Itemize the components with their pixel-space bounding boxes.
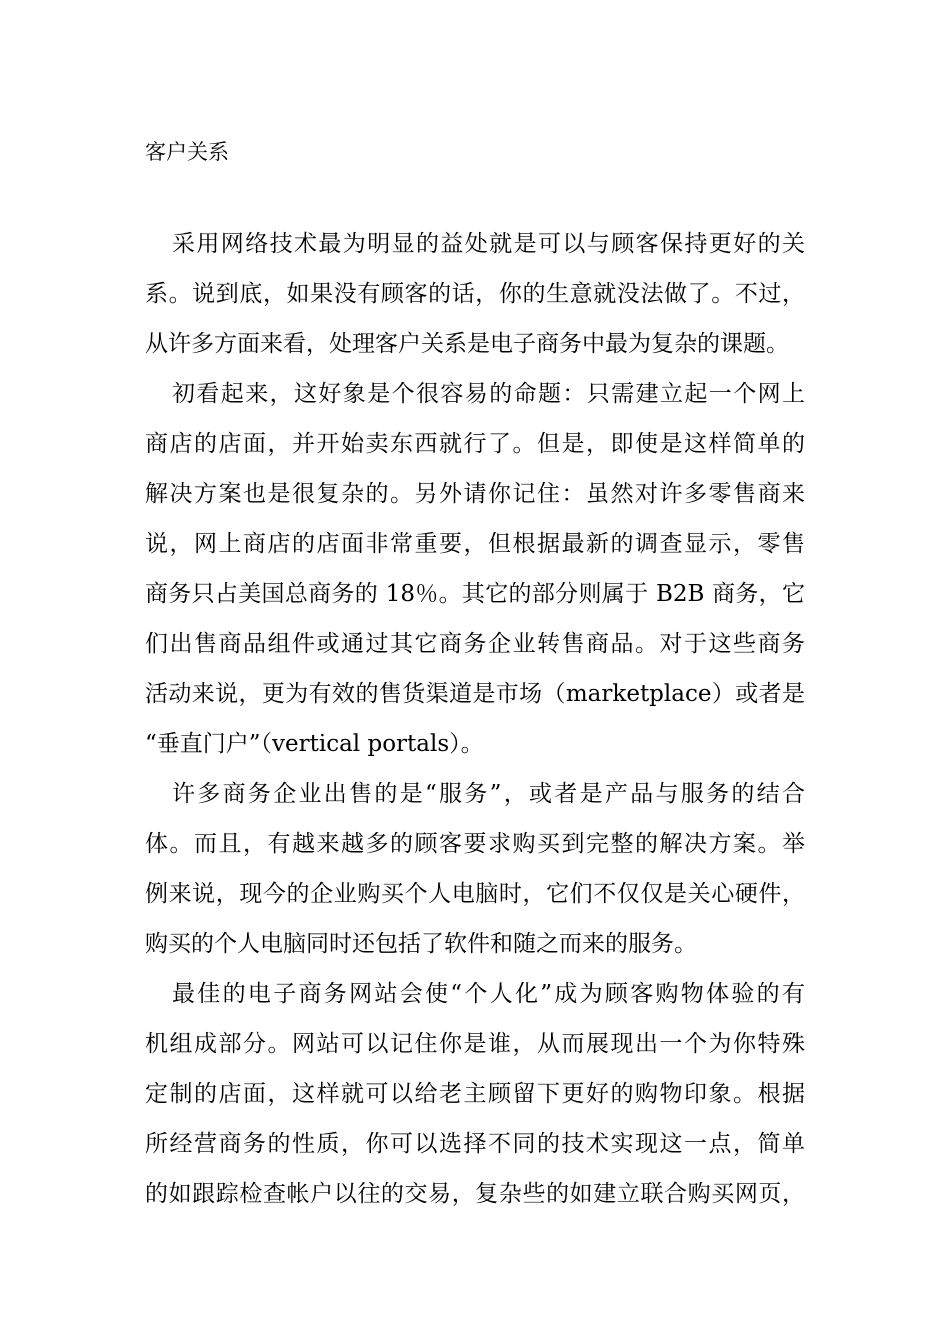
text-line: 商店的店面，并开始卖东西就行了。但是，即使是这样简单的 [145,431,805,457]
text-line: 系。说到底，如果没有顾客的话，你的生意就没法做了。不过， [145,281,805,307]
text-line: 所经营商务的性质，你可以选择不同的技术实现这一点，简单 [145,1131,805,1157]
text-line: 最佳的电子商务网站会使“个人化”成为顾客购物体验的有 [172,981,805,1007]
text-line: 活动来说，更为有效的售货渠道是市场（marketplace）或者是 [145,681,805,707]
text-line: 初看起来，这好象是个很容易的命题：只需建立起一个网上 [172,381,805,407]
body-text [145,226,805,1226]
text-line: 采用网络技术最为明显的益处就是可以与顾客保持更好的关 [172,231,805,257]
text-line: 商务只占美国总商务的 18％。其它的部分则属于 B2B 商务，它 [145,581,805,607]
text-line: 说，网上商店的店面非常重要，但根据最新的调查显示，零售 [145,531,805,557]
text-line: “垂直门户”（vertical portals）。 [145,731,484,757]
text-line: 从许多方面来看，处理客户关系是电子商务中最为复杂的课题。 [145,331,789,357]
section-heading: 客户关系 [145,140,229,164]
text-line: 许多商务企业出售的是“服务”，或者是产品与服务的结合 [172,781,805,807]
text-line: 们出售商品组件或通过其它商务企业转售商品。对于这些商务 [145,631,805,657]
text-line: 购买的个人电脑同时还包括了软件和随之而来的服务。 [145,931,697,957]
text-line: 例来说，现今的企业购买个人电脑时，它们不仅仅是关心硬件， [145,881,805,907]
text-line: 定制的店面，这样就可以给老主顾留下更好的购物印象。根据 [145,1081,805,1107]
text-line: 机组成部分。网站可以记住你是谁，从而展现出一个为你特殊 [145,1031,805,1057]
text-line: 的如跟踪检查帐户以往的交易，复杂些的如建立联合购买网页， [145,1181,805,1207]
text-line: 解决方案也是很复杂的。另外请你记住：虽然对许多零售商来 [145,481,805,507]
text-line: 体。而且，有越来越多的顾客要求购买到完整的解决方案。举 [145,831,805,857]
